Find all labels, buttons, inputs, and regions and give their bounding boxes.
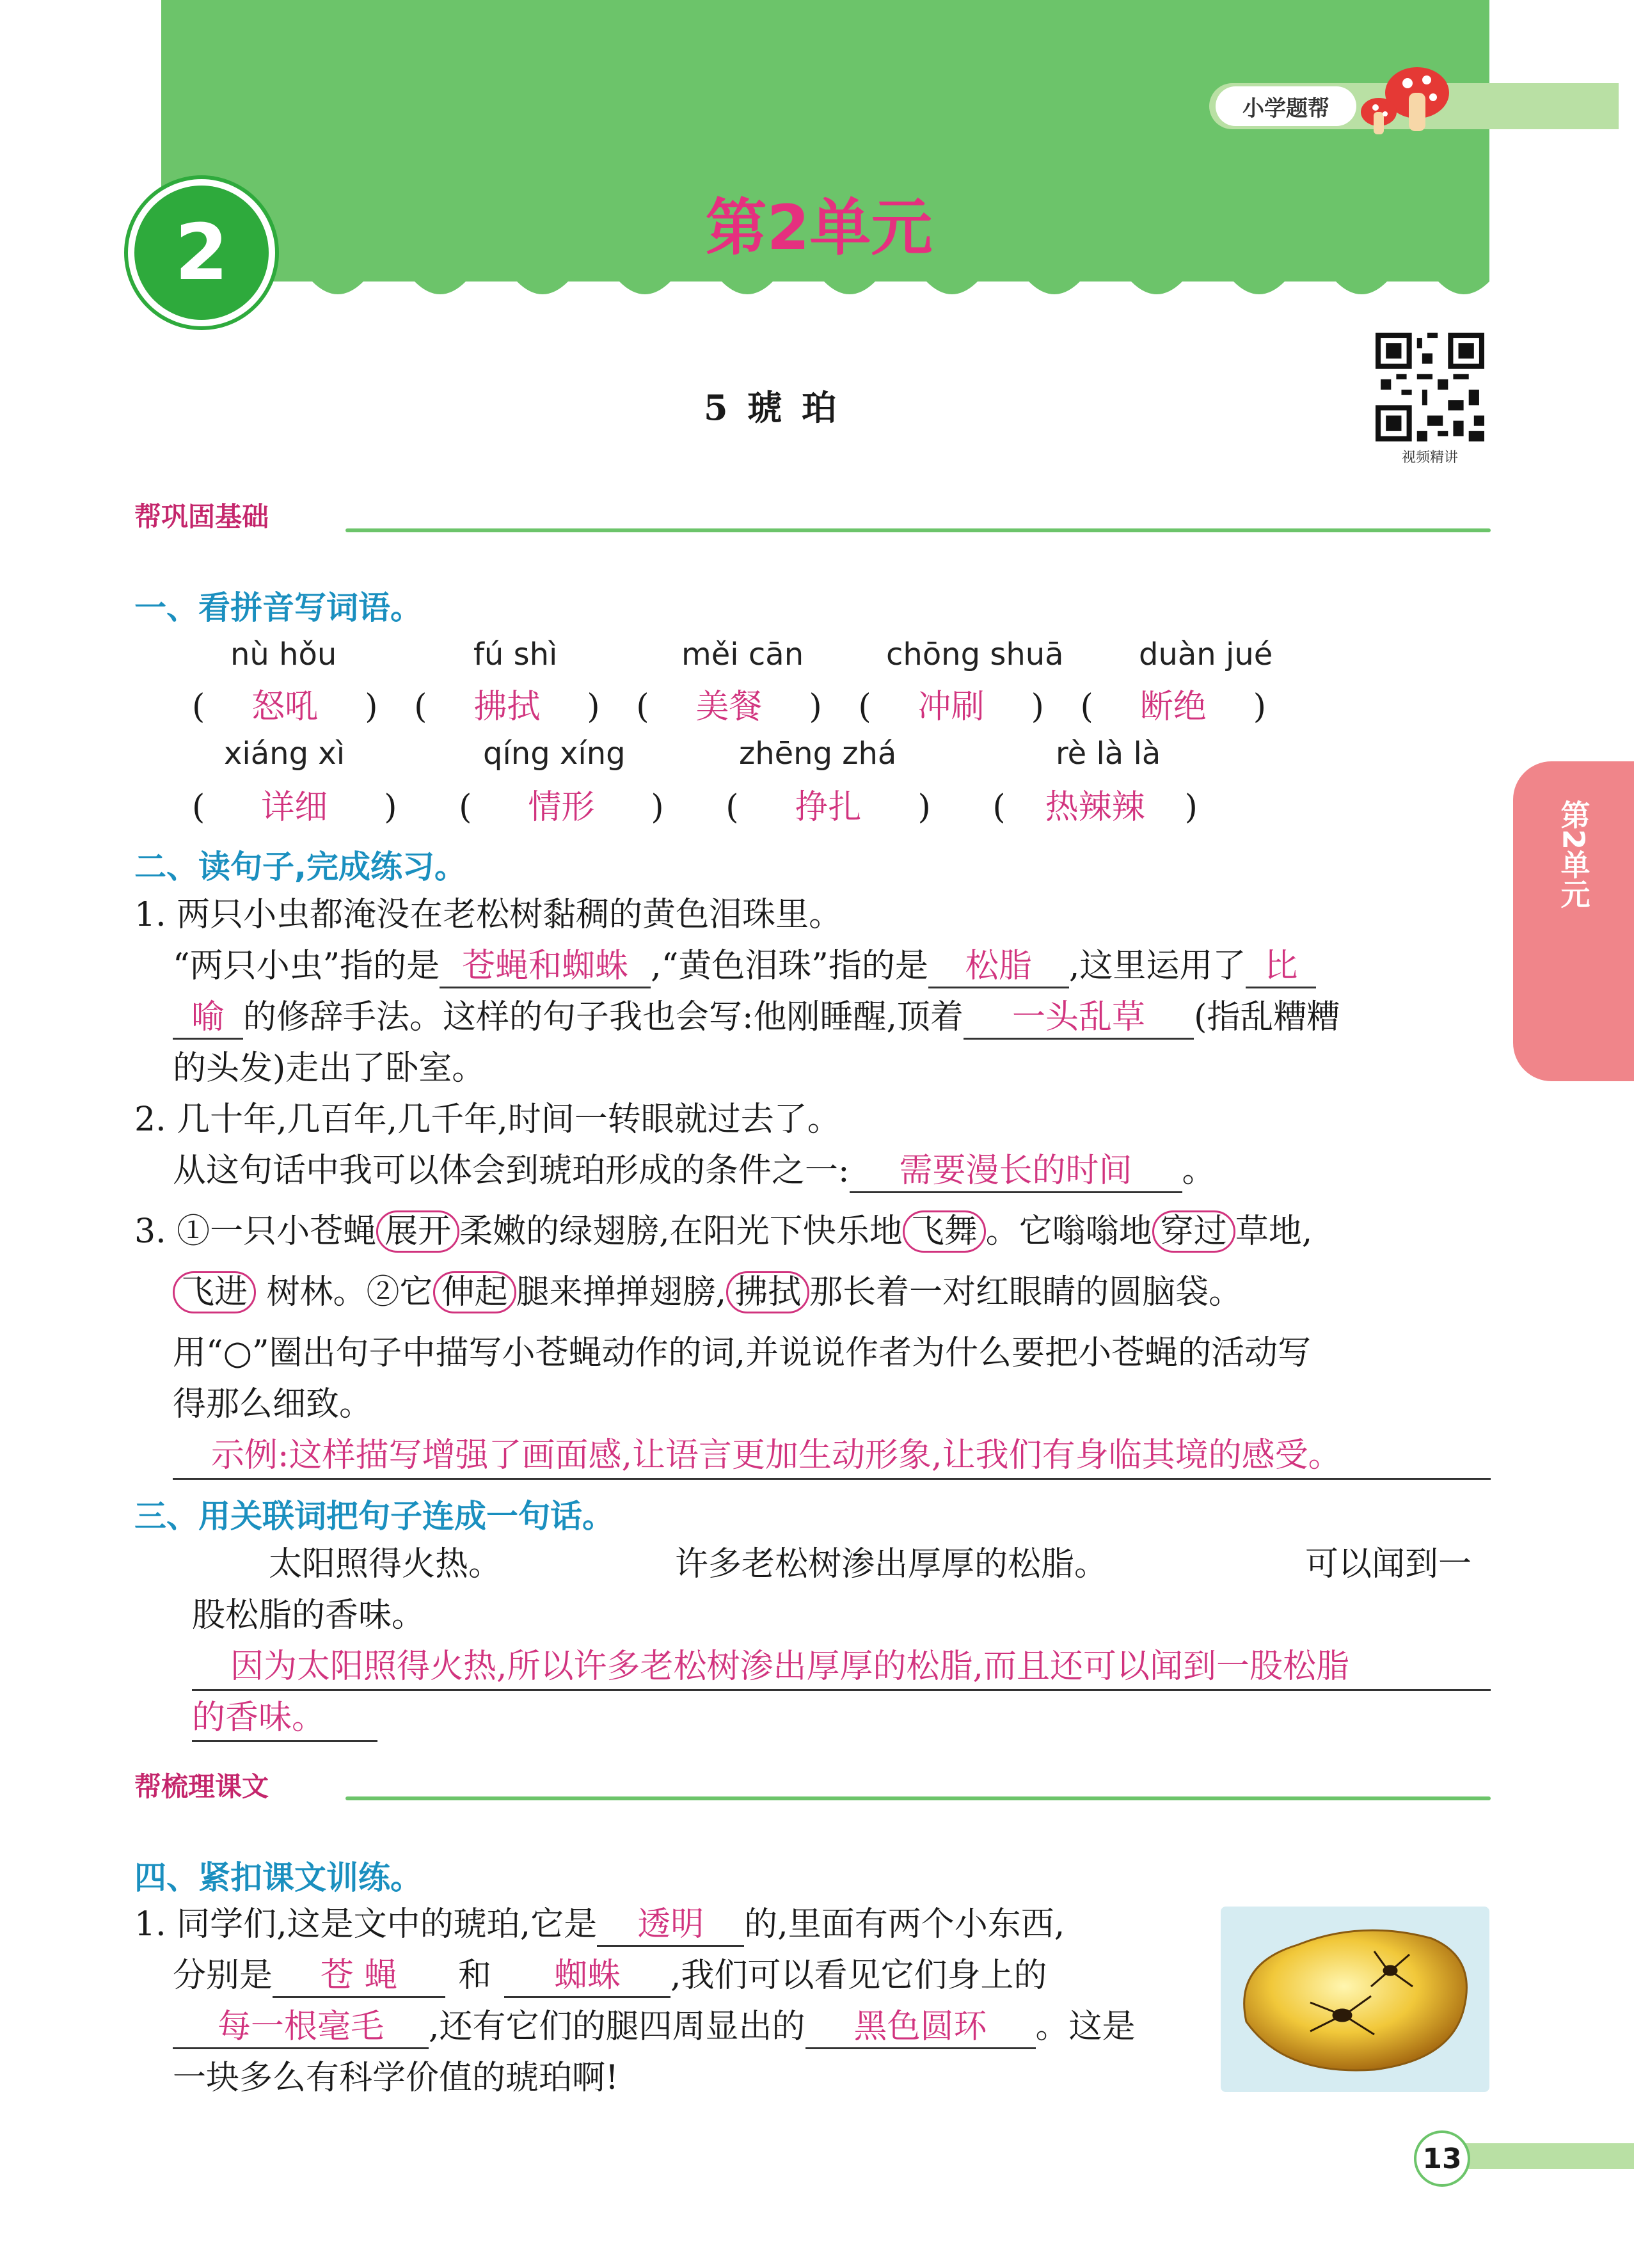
fill-blank[interactable]: 一头乱草 [964, 997, 1194, 1040]
fill-blank[interactable]: 比 [1246, 946, 1316, 988]
pinyin: rè là là [1056, 736, 1161, 772]
q2-item3-line2: 飞进 树林。②它 伸起 腿来掸掸翅膀, 拂拭 那长着一对红眼睛的圆脑袋。 [173, 1267, 1242, 1318]
q4-line-2: 分别是 苍 蝇 和 蜘蛛 ,我们可以看见它们身上的 [173, 1950, 1047, 2001]
pinyin: fú shì [473, 637, 558, 672]
unit-number-badge: 2 [134, 186, 269, 320]
page-number: 13 [1414, 2130, 1470, 2187]
fill-blank[interactable]: 蜘蛛 [504, 1955, 670, 1998]
section-divider [345, 528, 1491, 532]
fill-blank[interactable]: 黑色圆环 [805, 2006, 1036, 2049]
banner-wave [161, 269, 1489, 307]
circled-word[interactable]: 拂拭 [726, 1271, 809, 1313]
answer-box[interactable]: 美餐 [695, 688, 763, 726]
answer-row-1: ( 怒吼 ) ( 拂拭 ) ( 美餐 ) ( 冲刷 ) ( 断绝 ) [192, 681, 1266, 733]
section-sort-badge [134, 1766, 269, 1804]
circled-word[interactable]: 飞进 [173, 1271, 256, 1313]
section-sort-label: 帮梳理课文 [134, 1771, 269, 1802]
q1-heading: 一、看拼音写词语。 [134, 589, 422, 626]
amber-photo [1221, 1907, 1489, 2092]
pinyin: xiáng xì [224, 736, 345, 772]
qr-code-icon[interactable] [1376, 333, 1484, 441]
answer-box[interactable]: 详细 [261, 788, 328, 827]
q3-sentence-3-cont: 股松脂的香味。 [192, 1596, 425, 1635]
page-number-bar [1465, 2143, 1634, 2169]
q4-line-4: 一块多么有科学价值的琥珀啊! [173, 2059, 619, 2097]
circled-word[interactable]: 穿过 [1152, 1210, 1235, 1253]
q2-item3-question: 用“○”圈出句子中描写小苍蝇动作的词,并说说作者为什么要把小苍蝇的活动写 [173, 1334, 1312, 1372]
q4-line-1: 1. 同学们,这是文中的琥珀,它是 透明 的,里面有两个小东西, [134, 1899, 1065, 1950]
circled-word[interactable]: 伸起 [433, 1271, 516, 1313]
answer-box[interactable]: 拂拭 [473, 688, 541, 726]
q2-heading: 二、读句子,完成练习。 [134, 848, 466, 885]
pinyin: měi cān [681, 637, 804, 672]
qr-label: 视频精讲 [1401, 450, 1458, 466]
answer-box[interactable]: 情形 [528, 788, 595, 827]
fill-blank[interactable]: 每一根毫毛 [173, 2006, 429, 2049]
q3-heading: 三、用关联词把句子连成一句话。 [134, 1498, 614, 1535]
q3-sentence-2: 许多老松树渗出厚厚的松脂。 [675, 1545, 1108, 1583]
q2-item3-question-2: 得那么细致。 [173, 1385, 373, 1423]
amber-with-insects-icon [1221, 1907, 1489, 2092]
section-consolidate-label: 帮巩固基础 [134, 501, 269, 532]
q3-answer-line-2[interactable]: 的香味。 [192, 1695, 377, 1742]
pinyin: qíng xíng [483, 736, 626, 772]
q2-item1-line3: 喻 的修辞手法。这样的句子我也会写:他刚睡醒,顶着 一头乱草 (指乱糟糟 [173, 992, 1340, 1043]
q2-item1-sentence: 1. 两只小虫都淹没在老松树黏稠的黄色泪珠里。 [134, 896, 843, 934]
answer-box[interactable]: 热辣辣 [1045, 788, 1145, 827]
q4-line-3: 每一根毫毛 ,还有它们的腿四周显出的 黑色圆环 。这是 [173, 2001, 1136, 2052]
mushroom-icon [1356, 58, 1459, 141]
answer-box[interactable]: 挣扎 [795, 788, 862, 827]
q2-item1-line2: “两只小虫”指的是 苍蝇和蜘蛛 ,“黄色泪珠”指的是 松脂 ,这里运用了 比 [173, 940, 1316, 992]
answer-box[interactable]: 断绝 [1139, 688, 1207, 726]
unit-title: 第2单元 [705, 192, 933, 264]
lesson-title: 5 琥 珀 [704, 387, 841, 428]
answer-box[interactable]: 冲刷 [917, 688, 985, 726]
circled-word[interactable]: 展开 [376, 1210, 459, 1253]
pinyin: duàn jué [1139, 637, 1273, 672]
fill-blank[interactable]: 需要漫长的时间 [850, 1150, 1182, 1193]
section-consolidate-badge [134, 496, 269, 534]
pinyin: zhēng zhá [739, 736, 897, 772]
fill-blank[interactable]: 苍蝇和蜘蛛 [440, 946, 651, 988]
unit-side-tab[interactable] [1513, 761, 1634, 1081]
fill-blank[interactable]: 喻 [173, 997, 243, 1040]
side-tab-label: 第2单元 [1556, 800, 1591, 909]
fill-blank[interactable]: 透明 [597, 1904, 744, 1947]
pinyin: nù hǒu [230, 637, 337, 672]
q2-item3-answer[interactable]: 示例:这样描写增强了画面感,让语言更加生动形象,让我们有身临其境的感受。 [173, 1433, 1491, 1480]
answer-row-2: ( 详细 ) ( 情形 ) ( 挣扎 ) ( 热辣辣 ) [192, 782, 1198, 833]
q2-item2-line2: 从这句话中我可以体会到琥珀形成的条件之一: 需要漫长的时间 。 [173, 1145, 1216, 1196]
q3-sentence-1: 太阳照得火热。 [269, 1545, 502, 1583]
answer-box[interactable]: 怒吼 [251, 688, 319, 726]
q3-answer-line-1[interactable]: 因为太阳照得火热,所以许多老松树渗出厚厚的松脂,而且还可以闻到一股松脂 [192, 1644, 1491, 1691]
section-divider [345, 1796, 1491, 1800]
q2-item1-line4: 的头发)走出了卧室。 [173, 1049, 486, 1088]
q3-sentence-3: 可以闻到一 [1305, 1545, 1472, 1583]
q2-item2-sentence: 2. 几十年,几百年,几千年,时间一转眼就过去了。 [134, 1100, 841, 1139]
pinyin: chōng shuā [886, 637, 1064, 672]
q2-item3-line1: 3. ①一只小苍蝇 展开 柔嫩的绿翅膀,在阳光下快乐地 飞舞 。它嗡嗡地 穿过 草地, [134, 1206, 1312, 1257]
fill-blank[interactable]: 松脂 [928, 946, 1069, 988]
q4-heading: 四、紧扣课文训练。 [134, 1859, 422, 1896]
circled-word[interactable]: 飞舞 [903, 1210, 986, 1253]
brand-label: 小学题帮 [1216, 86, 1356, 126]
fill-blank[interactable]: 苍 蝇 [273, 1955, 445, 1998]
